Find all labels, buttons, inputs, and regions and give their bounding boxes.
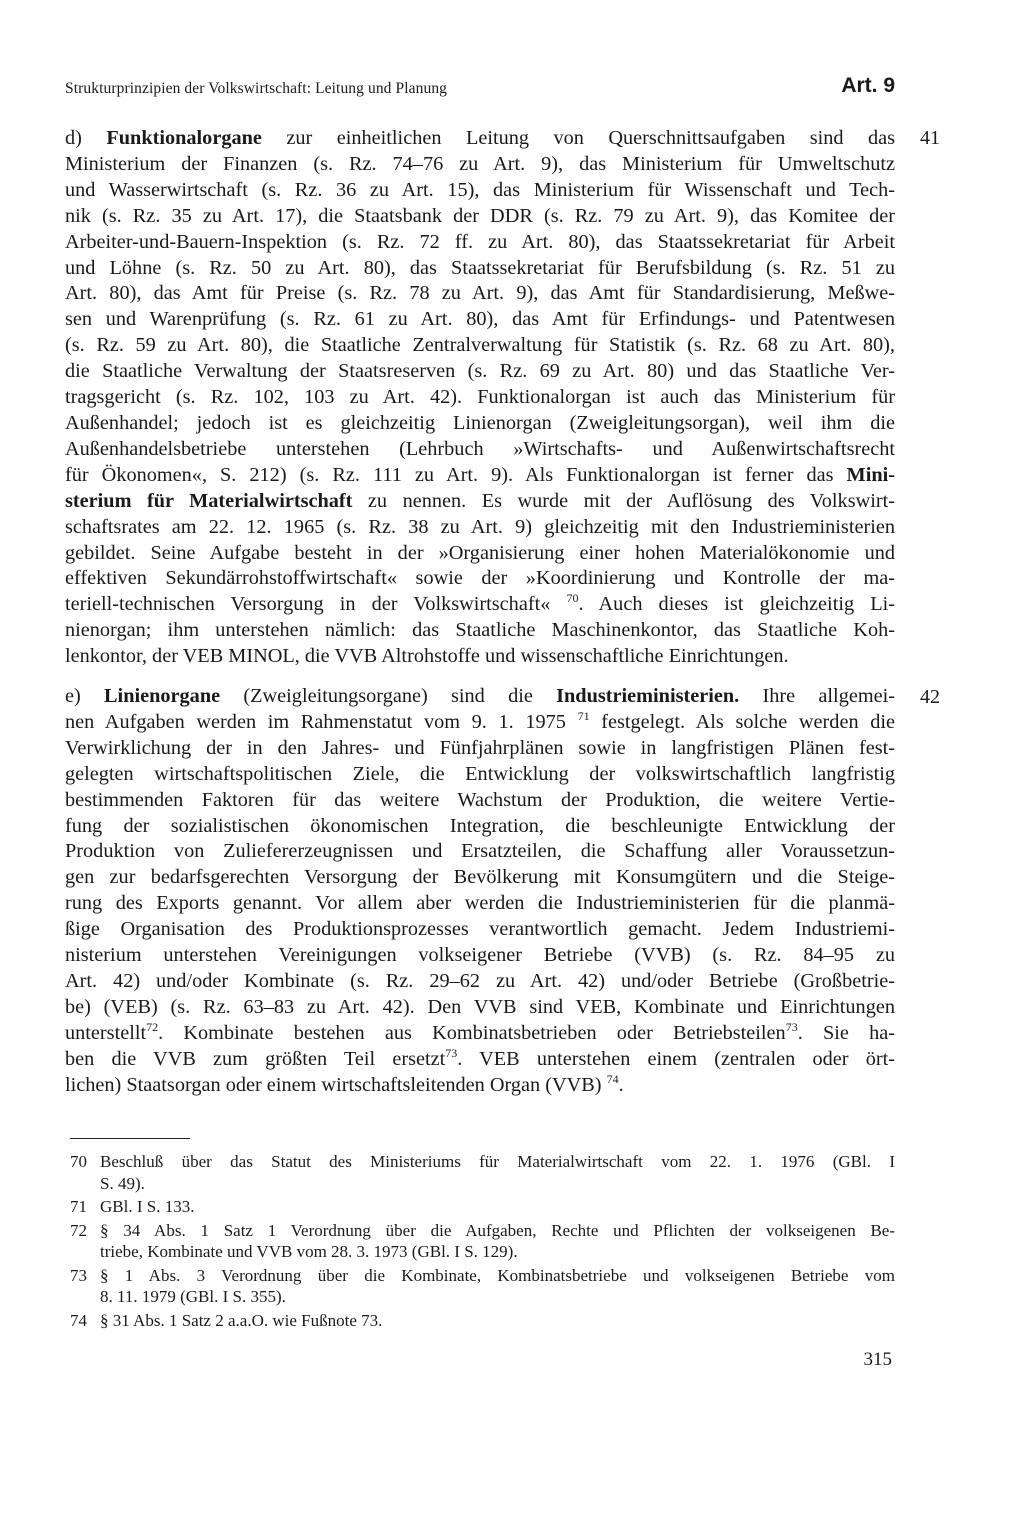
footnote-ref: 70 bbox=[566, 591, 579, 606]
text-line: ßige Organisation des Produktionsprozesses verantwortlich gemacht. Jedem Industriemi- bbox=[65, 918, 895, 941]
running-head bbox=[65, 74, 895, 104]
bold-term: sterium für Materialwirtschaft bbox=[65, 489, 353, 512]
text-line: gebildet. Seine Aufgabe besteht in der »Organisierung einer hohen Materialökonomie und bbox=[65, 541, 895, 564]
text-line: gelegten wirtschaftspolitischen Ziele, die Entwicklung der volkswirtschaftlich langfristig bbox=[65, 762, 895, 785]
text-line: und Wasserwirtschaft (s. Rz. 36 zu Art. 15), das Ministerium für Wissenschaft und Tech- bbox=[65, 178, 895, 201]
text-line: sen und Warenprüfung (s. Rz. 61 zu Art. 80), das Amt für Erfindungs- und Patentwesen bbox=[65, 308, 895, 331]
text-line: (s. Rz. 59 zu Art. 80), die Staatliche Zentralverwaltung für Statistik (s. Rz. 68 zu Art. 80), bbox=[65, 334, 895, 357]
footnote-text: § 31 Abs. 1 Satz 2 a.a.O. wie Fußnote 73. bbox=[100, 1310, 383, 1330]
text-line: und Löhne (s. Rz. 50 zu Art. 80), das Staatssekretariat für Berufsbildung (s. Rz. 51 zu bbox=[65, 256, 895, 279]
footnote-71 bbox=[70, 1196, 895, 1218]
paragraph-42 bbox=[65, 684, 895, 1099]
footnote-ref: 72 bbox=[146, 1020, 159, 1035]
text-line: Außenhandelsbetriebe unterstehen (Lehrbuch »Wirtschafts- und Außenwirtschaftsrecht bbox=[65, 437, 895, 460]
text-line: effektiven Sekundärrohstoffwirtschaft« sowie der »Koordinierung und Kontrolle der ma- bbox=[65, 567, 895, 590]
footnote-number: 74 bbox=[70, 1310, 87, 1330]
footnote-text: § 34 Abs. 1 Satz 1 Verordnung über die Aufgaben, Rechte und Pflichten der volkseigenen Be- triebe, Kombinate und VVB vom 28. 3. 1973 (GBl. I S. 129). bbox=[100, 1220, 895, 1261]
text-line: Arbeiter-und-Bauern-Inspektion (s. Rz. 72 ff. zu Art. 80), das Staatssekretariat für Arbeit bbox=[65, 230, 895, 253]
text-line: fung der sozialistischen ökonomischen Integration, die beschleunigte Entwicklung der bbox=[65, 814, 895, 837]
running-title: Strukturprinzipien der Volkswirtschaft: Leitung und Planung bbox=[65, 80, 448, 97]
footnotes bbox=[70, 1151, 895, 1333]
text-line: nik (s. Rz. 35 zu Art. 17), die Staatsbank der DDR (s. Rz. 79 zu Art. 9), das Komitee der bbox=[65, 204, 895, 227]
text-line: unterstellt$^{72}$. Kombinate bestehen aus Kombinatsbetrieben oder Betriebsteilen$^{73}$. Sie ha- bbox=[65, 1020, 895, 1044]
footnote-number: 72 bbox=[70, 1220, 87, 1240]
footnote-73 bbox=[70, 1265, 895, 1308]
page-number: 315 bbox=[863, 1349, 892, 1370]
text-line: Ministerium der Finanzen (s. Rz. 74–76 zu Art. 9), das Ministerium für Umweltschutz bbox=[65, 152, 895, 175]
footnote-number: 73 bbox=[70, 1265, 87, 1285]
margin-number-42: 42 bbox=[920, 686, 940, 708]
footnote-ref: 73 bbox=[445, 1045, 458, 1060]
bold-term: Funktionalorgane bbox=[106, 127, 262, 149]
article-label: Art. 9 bbox=[841, 74, 895, 97]
footnote-number: 70 bbox=[70, 1152, 87, 1171]
bold-term: Industrieministerien. bbox=[556, 685, 740, 707]
text-line: bestimmenden Faktoren für das weitere Wachstum der Produktion, die weitere Vertie- bbox=[65, 788, 895, 811]
bold-term: Mini- bbox=[846, 463, 895, 486]
text-line: e) Linienorgane (Zweigleitungsorgane) sind die Industrieministerien. Ihre allgemei- bbox=[65, 685, 895, 707]
text-line: Art. 80), das Amt für Preise (s. Rz. 78 zu Art. 9), das Amt für Standardisierung, Meßwe- bbox=[65, 282, 895, 305]
text-line: Verwirklichung der in den Jahres- und Fünfjahrplänen sowie in langfristigen Plänen fest- bbox=[65, 736, 895, 759]
margin-number-41: 41 bbox=[920, 127, 940, 149]
text-line: schaftsrates am 22. 12. 1965 (s. Rz. 38 zu Art. 9) gleichzeitig mit den Industrieministerien bbox=[65, 515, 895, 538]
text-line: für Ökonomen«, S. 212) (s. Rz. 111 zu Art. 9). Als Funktionalorgan ist ferner das Mini- bbox=[65, 463, 895, 486]
text-line: sterium für Materialwirtschaft zu nennen. Es wurde mit der Auflösung des Volkswirt- bbox=[65, 489, 896, 512]
text-line: gen zur bedarfsgerechten Versorgung der Bevölkerung mit Konsumgütern und die Steige- bbox=[65, 866, 895, 889]
footnote-number: 71 bbox=[70, 1197, 87, 1216]
footnote-text: GBl. I S. 133. bbox=[100, 1197, 195, 1216]
text-line: nisterium unterstehen Vereinigungen volkseigener Betriebe (VVB) (s. Rz. 84–95 zu bbox=[65, 944, 895, 967]
footnote-ref: 74 bbox=[606, 1071, 619, 1086]
text-line: teriell-technischen Versorgung in der Volkswirtschaft« $^{70}$. Auch dieses ist gleichzeitig Li- bbox=[65, 591, 895, 616]
text-line: nienorgan; ihm unterstehen nämlich: das Staatliche Maschinenkontor, das Staatliche Koh- bbox=[65, 619, 895, 642]
text-line: ben die VVB zum größten Teil ersetzt$^{73}$. VEB unterstehen einem (zentralen oder ört- bbox=[65, 1045, 895, 1070]
text-line: nen Aufgaben werden im Rahmenstatut vom 9. 1. 1975 $^{71}$ festgelegt. Als solche werden die bbox=[65, 709, 895, 733]
bold-term: Linienorgane bbox=[104, 685, 221, 707]
footnote-70 bbox=[70, 1151, 895, 1194]
text-line: lichen) Staatsorgan oder einem wirtschaftsleitenden Organ (VVB) $^{74}$. bbox=[65, 1071, 624, 1096]
text-line: die Staatliche Verwaltung der Staatsreserven (s. Rz. 69 zu Art. 80) und das Staatliche Ver- bbox=[65, 360, 895, 383]
text-line: rung des Exports genannt. Vor allem aber werden die Industrieministerien für die planmä- bbox=[65, 892, 895, 915]
text-line: Außenhandel; jedoch ist es gleichzeitig Linienorgan (Zweigleitungsorgan), weil ihm die bbox=[65, 411, 895, 434]
text-line: d) Funktionalorgane zur einheitlichen Leitung von Querschnittsaufgaben sind das bbox=[65, 127, 895, 149]
footnote-divider bbox=[70, 1138, 190, 1139]
footnote-72 bbox=[70, 1220, 895, 1263]
footnote-ref: 73 bbox=[785, 1020, 798, 1035]
text-line: tragsgericht (s. Rz. 102, 103 zu Art. 42). Funktionalorgan ist auch das Ministerium für bbox=[65, 386, 895, 409]
text-line: Art. 42) und/oder Kombinate (s. Rz. 29–62 zu Art. 42) und/oder Betriebe (Großbetrie- bbox=[65, 969, 895, 992]
text-line: Produktion von Zuliefererzeugnissen und Ersatzteilen, die Schaffung aller Voraussetzun- bbox=[65, 840, 895, 863]
footnote-text: § 1 Abs. 3 Verordnung über die Kombinate, Kombinatsbetriebe und volkseigenen Betriebe vom 8. 11. 1979 (GBl. I S. 355). bbox=[100, 1265, 895, 1306]
text-line: lenkontor, der VEB MINOL, die VVB Altrohstoffe und wissenschaftliche Einrichtungen. bbox=[65, 645, 789, 668]
paragraph-41 bbox=[65, 126, 895, 670]
text-line: be) (VEB) (s. Rz. 63–83 zu Art. 42). Den VVB sind VEB, Kombinate und Einrichtungen bbox=[65, 995, 895, 1018]
footnote-ref: 71 bbox=[577, 709, 590, 724]
footnote-74 bbox=[70, 1310, 895, 1332]
footnote-text: Beschluß über das Statut des Ministeriums für Materialwirtschaft vom 22. 1. 1976 (GBl. I S. 49). bbox=[100, 1152, 895, 1193]
